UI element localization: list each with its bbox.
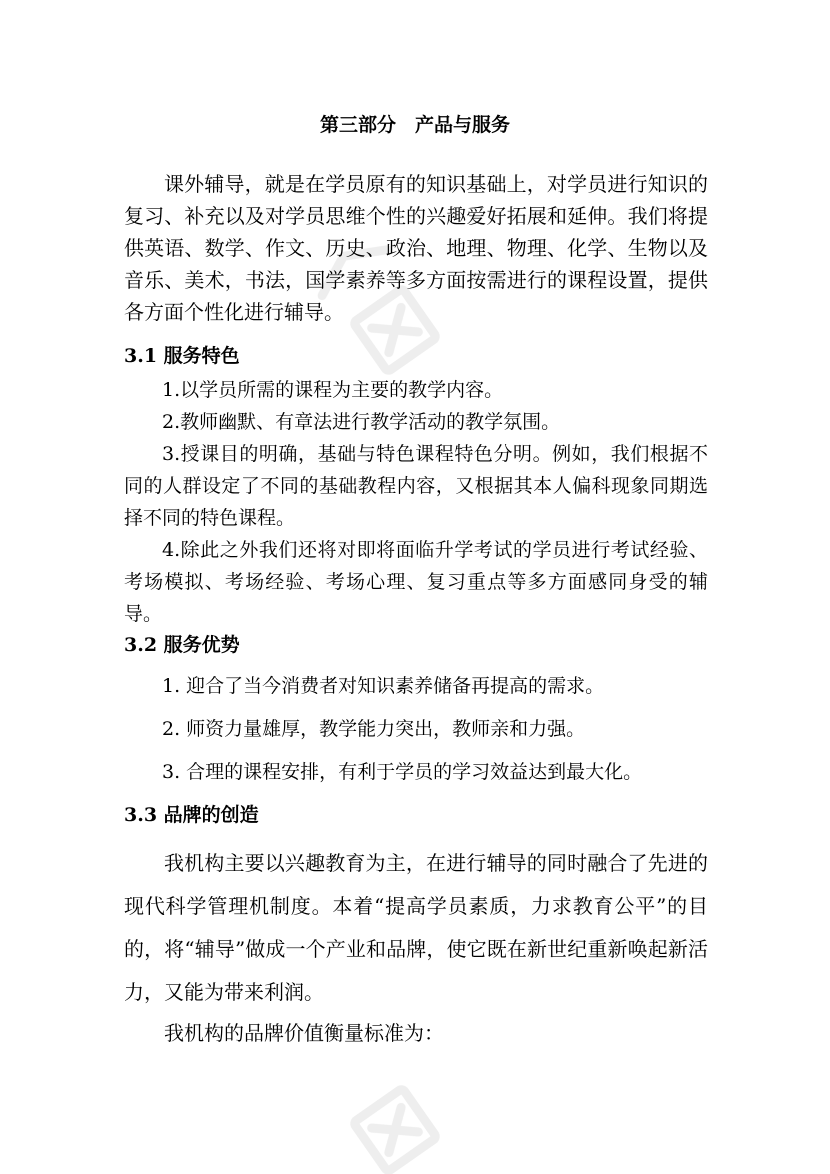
service-advantage-item-2: 2. 师资力量雄厚，教学能力突出，教师亲和力强。 [162, 718, 586, 740]
page-title: 第三部分 产品与服务 [319, 114, 510, 136]
service-feature-item-4: 4.除此之外我们还将对即将面临升学考试的学员进行考试经验、考场模拟、考场经验、考场心理、复习重点等多方面感同身受的辅导。 [124, 539, 708, 625]
service-feature-item-1: 1.以学员所需的课程为主要的教学内容。 [162, 379, 504, 401]
section-heading-brand-creation: 3.3 品牌的创造 [124, 804, 259, 826]
service-advantage-item-1: 1. 迎合了当今消费者对知识素养储备再提高的需求。 [162, 675, 605, 697]
brand-value-paragraph: 我机构的品牌价值衡量标准为： [164, 1021, 444, 1045]
service-advantage-item-3: 3. 合理的课程安排，有利于学员的学习效益达到最大化。 [162, 761, 643, 783]
service-feature-item-2: 2.教师幽默、有章法进行教学活动的教学氛围。 [162, 411, 561, 433]
section-heading-service-features: 3.1 服务特色 [124, 345, 240, 367]
service-feature-item-3: 3.授课目的明确，基础与特色课程特色分明。例如，我们根据不同的人群设定了不同的基础教程内容，又根据其本人偏科现象同期选择不同的特色课程。 [124, 443, 708, 529]
brand-paragraph: 我机构主要以兴趣教育为主，在进行辅导的同时融合了先进的现代科学管理机制度。本着“提高学员素质，力求教育公平”的目的，将“辅导”做成一个产业和品牌，使它既在新世纪重新唤起新活力，又能为带来利润。 [124, 851, 708, 1004]
section-heading-service-advantages: 3.2 服务优势 [124, 634, 240, 656]
intro-paragraph: 课外辅导，就是在学员原有的知识基础上，对学员进行知识的复习、补充以及对学员思维个性的兴趣爱好拓展和延伸。我们将提供英语、数学、作文、历史、政治、地理、物理、化学、生物以及音乐、美术，书法，国学素养等多方面按需进行的课程设置，提供各方面个性化进行辅导。 [124, 172, 708, 324]
